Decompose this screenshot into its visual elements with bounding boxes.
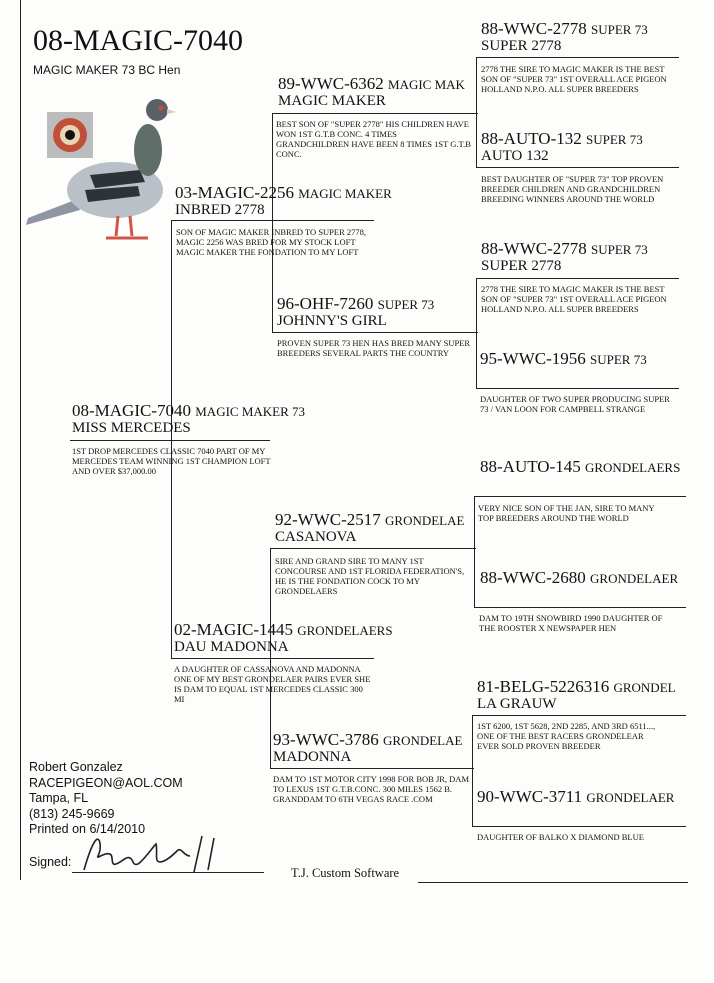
sire-strain: MAGIC MAKER xyxy=(298,186,392,201)
ssd-underline xyxy=(476,167,679,168)
sd-strain: SUPER 73 xyxy=(377,297,435,312)
breeder-email: RACEPIGEON@AOL.COM xyxy=(29,775,183,790)
ss-note: BEST SON OF "SUPER 2778" HIS CHILDREN HAVE WON 1ST G.T.B CONC. 4 TIMES GRANDCHILDREN HAVE BEEN 8 TIMES 1ST G.T.B CONC. xyxy=(276,119,471,159)
pigeon-photo xyxy=(20,90,180,250)
ss-card xyxy=(278,74,477,94)
ss-ssd-connector xyxy=(476,113,477,167)
subject-card xyxy=(72,401,305,421)
header-band: 08-MAGIC-7040 xyxy=(33,24,243,57)
sds-card xyxy=(481,239,648,259)
ds-band: 92-WWC-2517 xyxy=(275,510,381,529)
sd-sds-connector xyxy=(476,278,477,332)
dsd-underline xyxy=(474,607,686,608)
ssd-band: 88-AUTO-132 xyxy=(481,129,582,148)
ssd-strain: SUPER 73 xyxy=(585,132,643,147)
sd-name: JOHNNY'S GIRL xyxy=(277,313,387,329)
dss-underline xyxy=(474,496,686,497)
subject-name: MISS MERCEDES xyxy=(72,420,191,436)
sdd-card xyxy=(480,349,647,369)
dsd-band: 88-WWC-2680 xyxy=(480,568,586,587)
sds-band: 88-WWC-2778 xyxy=(481,239,587,258)
ds-note: SIRE AND GRAND SIRE TO MANY 1ST CONCOURSE AND 1ST FLORIDA FEDERATION'S, HE IS THE FONDATION COCK TO MY GRONDELAERS xyxy=(275,556,465,596)
ssd-name: AUTO 132 xyxy=(481,148,549,164)
dss-card xyxy=(480,457,690,477)
dam-band: 02-MAGIC-1445 xyxy=(174,620,293,639)
dsd-strain: GRONDELAER xyxy=(590,571,679,586)
ddd-strain: GRONDELAER xyxy=(586,790,675,805)
sd-card xyxy=(277,294,434,314)
sds-name: SUPER 2778 xyxy=(481,258,562,274)
subject-strain: MAGIC MAKER 73 xyxy=(195,404,306,419)
ddd-note: DAUGHTER OF BALKO X DIAMOND BLUE xyxy=(477,832,644,842)
sd-note: PROVEN SUPER 73 HEN HAS BRED MANY SUPER BREEDERS SEVERAL PARTS THE COUNTRY xyxy=(277,338,471,358)
dd-underline xyxy=(270,768,474,769)
dds-underline xyxy=(472,715,686,716)
ds-dsd-connector xyxy=(474,548,475,607)
dd-ddd-connector xyxy=(472,768,473,826)
ds-card xyxy=(275,510,475,530)
dd-note: DAM TO 1ST MOTOR CITY 1998 FOR BOB JR, DAM TO LEXUS 1ST G.T.B.CONC. 300 MILES 1562 B. GRANDDAM TO 6TH VEGAS RACE .COM xyxy=(273,774,470,804)
dss-note: VERY NICE SON OF THE JAN, SIRE TO MANY TOP BREEDERS AROUND THE WORLD xyxy=(478,503,655,523)
breeder-name: Robert Gonzalez xyxy=(29,760,123,774)
signature-line xyxy=(72,872,264,873)
dd-band: 93-WWC-3786 xyxy=(273,730,379,749)
sire-card xyxy=(175,183,392,203)
ss-strain: MAGIC MAK xyxy=(388,77,465,92)
sds-strain: SUPER 73 xyxy=(591,242,648,257)
software-line xyxy=(418,882,688,883)
dd-name: MADONNA xyxy=(273,749,352,765)
dss-strain: GRONDELAERS xyxy=(584,460,681,475)
sds-note: 2778 THE SIRE TO MAGIC MAKER IS THE BEST SON OF "SUPER 73" 1ST OVERALL ACE PIGEON HOLLAND N.P.O. ALL SUPER BREEDERS xyxy=(481,284,667,314)
ddd-card xyxy=(477,787,690,807)
dam-name: DAU MADONNA xyxy=(174,639,289,655)
dd-strain: GRONDELAE xyxy=(383,733,463,748)
header-subtitle: MAGIC MAKER 73 BC Hen xyxy=(33,63,181,77)
sire-band: 03-MAGIC-2256 xyxy=(175,183,294,202)
sd-underline xyxy=(272,332,478,333)
ds-strain: GRONDELAE xyxy=(385,513,465,528)
sdd-strain: SUPER 73 xyxy=(590,352,647,367)
ds-underline xyxy=(270,548,476,549)
signed-label: Signed: xyxy=(29,855,72,869)
subject-underline xyxy=(70,440,270,441)
subject-band: 08-MAGIC-7040 xyxy=(72,401,191,420)
sss-underline xyxy=(476,57,679,58)
dss-band: 88-AUTO-145 xyxy=(480,457,581,476)
sd-sdd-connector xyxy=(476,332,477,388)
printed-date: Printed on 6/14/2010 xyxy=(29,822,146,836)
ddd-band: 90-WWC-3711 xyxy=(477,787,583,806)
dsd-note: DAM TO 19TH SNOWBIRD 1990 DAUGHTER OF THE ROOSTER X NEWSPAPER HEN xyxy=(479,613,663,633)
dam-strain: GRONDELAERS xyxy=(297,623,393,638)
dam-note: A DAUGHTER OF CASSANOVA AND MADONNA ONE OF MY BEST GRONDELAER PAIRS EVER SHE IS DAM TO EQUAL 1ST MERCEDES CLASSIC 300 MI xyxy=(174,664,371,704)
dds-note: 1ST 6200, 1ST 5628, 2ND 2285, AND 3RD 6511..., ONE OF THE BEST RACERS GRONDELEAR EVER SOLD PROVEN BREEDER xyxy=(477,721,656,751)
ss-underline xyxy=(272,113,478,114)
ssd-card xyxy=(481,129,643,149)
ssd-note: BEST DAUGHTER OF "SUPER 73" TOP PROVEN BREEDER CHILDREN AND GRANDCHILDREN BREEDING WINNERS AROUND THE WORLD xyxy=(481,174,664,204)
dam-card xyxy=(174,620,393,640)
dds-card xyxy=(477,677,690,697)
ss-name: MAGIC MAKER xyxy=(278,93,386,109)
dam-underline xyxy=(171,658,374,659)
sss-strain: SUPER 73 xyxy=(591,22,648,37)
breeder-phone: (813) 245-9669 xyxy=(29,806,115,821)
sdd-underline xyxy=(476,388,679,389)
software-credit: T.J. Custom Software xyxy=(291,866,400,880)
sdd-note: DAUGHTER OF TWO SUPER PRODUCING SUPER 73 / VAN LOON FOR CAMPBELL STRANGE xyxy=(480,394,670,414)
sire-name: INBRED 2778 xyxy=(175,202,265,218)
sss-band: 88-WWC-2778 xyxy=(481,19,587,38)
signature xyxy=(74,826,244,878)
sss-card xyxy=(481,19,648,39)
sire-ss-connector xyxy=(272,113,273,220)
dds-band: 81-BELG-5226316 xyxy=(477,677,610,696)
sd-band: 96-OHF-7260 xyxy=(277,294,374,313)
ss-band: 89-WWC-6362 xyxy=(278,74,384,93)
sss-note: 2778 THE SIRE TO MAGIC MAKER IS THE BEST SON OF "SUPER 73" 1ST OVERALL ACE PIGEON HOLLAND N.P.O. ALL SUPER BREEDERS xyxy=(481,64,667,94)
sdd-band: 95-WWC-1956 xyxy=(480,349,586,368)
dds-name: LA GRAUW xyxy=(477,696,557,712)
dd-card xyxy=(273,730,473,750)
breeder-city: Tampa, FL xyxy=(29,791,89,805)
ds-name: CASANOVA xyxy=(275,529,357,545)
sss-name: SUPER 2778 xyxy=(481,38,562,54)
dsd-card xyxy=(480,568,690,588)
subject-note: 1ST DROP MERCEDES CLASSIC 7040 PART OF MY MERCEDES TEAM WINNING 1ST CHAMPION LOFT AND OVER $37,000.00 xyxy=(72,446,271,476)
sire-note: SON OF MAGIC MAKER INBRED TO SUPER 2778, MAGIC 2256 WAS BRED FOR MY STOCK LOFT MAGIC MAKER THE FONDATION TO MY LOFT xyxy=(176,227,367,257)
dds-strain: GRONDEL xyxy=(613,680,676,695)
sds-underline xyxy=(476,278,679,279)
ddd-underline xyxy=(472,826,686,827)
